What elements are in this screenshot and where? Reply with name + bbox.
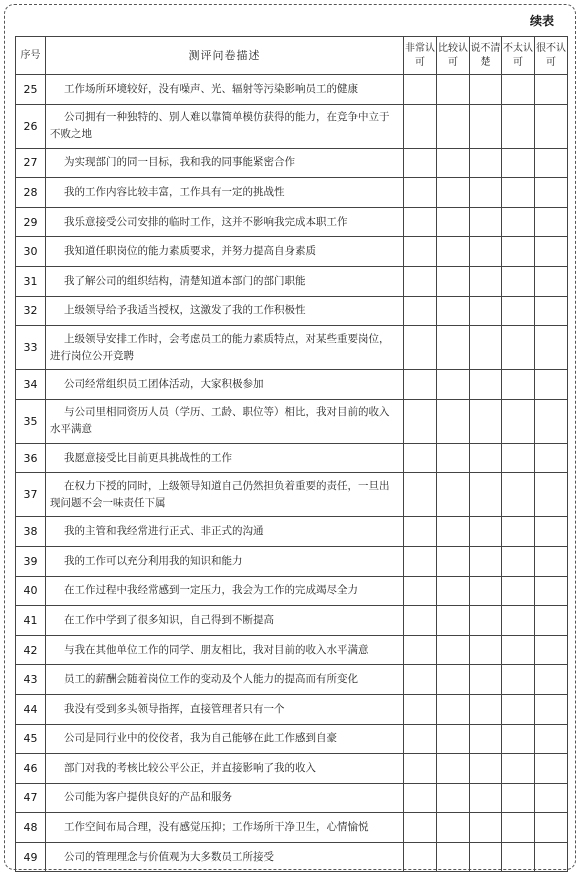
row-description: 员工的薪酬会随着岗位工作的变动及个人能力的提高而有所变化 — [46, 665, 404, 695]
row-number: 25 — [16, 75, 46, 105]
row-description: 上级领导安排工作时，会考虑员工的能力素质特点，对某些重要岗位，进行岗位公开竞聘 — [46, 326, 404, 370]
rating-cell[interactable] — [535, 266, 568, 296]
rating-cell[interactable] — [437, 606, 470, 636]
rating-cell[interactable] — [535, 326, 568, 370]
rating-cell[interactable] — [404, 842, 437, 872]
rating-cell[interactable] — [502, 576, 535, 606]
row-description: 工作空间布局合理，没有感觉压抑；工作场所干净卫生，心情愉悦 — [46, 813, 404, 843]
rating-cell[interactable] — [437, 237, 470, 267]
rating-cell[interactable] — [470, 724, 502, 754]
rating-cell[interactable] — [437, 148, 470, 178]
rating-cell[interactable] — [470, 326, 502, 370]
rating-cell[interactable] — [437, 443, 470, 473]
rating-cell[interactable] — [535, 148, 568, 178]
rating-cell[interactable] — [404, 443, 437, 473]
row-number: 30 — [16, 237, 46, 267]
rating-cell[interactable] — [470, 296, 502, 326]
rating-cell[interactable] — [502, 266, 535, 296]
rating-cell[interactable] — [470, 606, 502, 636]
rating-cell[interactable] — [502, 665, 535, 695]
rating-cell[interactable] — [470, 665, 502, 695]
table-row — [16, 399, 568, 443]
rating-cell[interactable] — [502, 237, 535, 267]
table-body — [16, 75, 568, 872]
rating-cell[interactable] — [404, 473, 437, 517]
rating-cell[interactable] — [404, 75, 437, 105]
row-description: 我乐意接受公司安排的临时工作，这并不影响我完成本职工作 — [46, 207, 404, 237]
rating-cell[interactable] — [437, 473, 470, 517]
row-description: 我知道任职岗位的能力素质要求，并努力提高自身素质 — [46, 237, 404, 267]
rating-cell[interactable] — [470, 754, 502, 784]
rating-cell[interactable] — [470, 576, 502, 606]
row-description: 我愿意接受比目前更具挑战性的工作 — [46, 443, 404, 473]
rating-cell[interactable] — [470, 370, 502, 400]
rating-cell[interactable] — [437, 266, 470, 296]
rating-cell[interactable] — [502, 104, 535, 148]
rating-cell[interactable] — [535, 606, 568, 636]
rating-cell[interactable] — [502, 517, 535, 547]
row-description: 为实现部门的同一目标，我和我的同事能紧密合作 — [46, 148, 404, 178]
header-option: 很不认可 — [535, 37, 568, 75]
rating-cell[interactable] — [404, 576, 437, 606]
row-description: 我的工作内容比较丰富，工作具有一定的挑战性 — [46, 178, 404, 208]
rating-cell[interactable] — [535, 473, 568, 517]
rating-cell[interactable] — [502, 783, 535, 813]
rating-cell[interactable] — [404, 237, 437, 267]
rating-cell[interactable] — [502, 724, 535, 754]
rating-cell[interactable] — [535, 399, 568, 443]
rating-cell[interactable] — [404, 399, 437, 443]
table-row — [16, 517, 568, 547]
row-description: 公司拥有一种独特的、别人难以靠简单模仿获得的能力，在竞争中立于不败之地 — [46, 104, 404, 148]
row-number: 39 — [16, 546, 46, 576]
row-number: 27 — [16, 148, 46, 178]
rating-cell[interactable] — [404, 694, 437, 724]
row-number: 47 — [16, 783, 46, 813]
rating-cell[interactable] — [470, 783, 502, 813]
rating-cell[interactable] — [437, 178, 470, 208]
rating-cell[interactable] — [404, 178, 437, 208]
row-number: 48 — [16, 813, 46, 843]
row-number: 28 — [16, 178, 46, 208]
rating-cell[interactable] — [470, 207, 502, 237]
rating-cell[interactable] — [470, 75, 502, 105]
table-row — [16, 237, 568, 267]
header-option: 比较认可 — [437, 37, 470, 75]
rating-cell[interactable] — [470, 694, 502, 724]
row-description: 工作场所环境较好，没有噪声、光、辐射等污染影响员工的健康 — [46, 75, 404, 105]
rating-cell[interactable] — [502, 754, 535, 784]
rating-cell[interactable] — [535, 842, 568, 872]
row-number: 35 — [16, 399, 46, 443]
table-row — [16, 783, 568, 813]
rating-cell[interactable] — [437, 104, 470, 148]
rating-cell[interactable] — [502, 148, 535, 178]
rating-cell[interactable] — [535, 754, 568, 784]
row-description: 在工作过程中我经常感到一定压力，我会为工作的完成竭尽全力 — [46, 576, 404, 606]
row-description: 我的工作可以充分利用我的知识和能力 — [46, 546, 404, 576]
table-row — [16, 813, 568, 843]
rating-cell[interactable] — [404, 754, 437, 784]
rating-cell[interactable] — [502, 75, 535, 105]
rating-cell[interactable] — [535, 443, 568, 473]
row-number: 43 — [16, 665, 46, 695]
row-description: 我的主管和我经常进行正式、非正式的沟通 — [46, 517, 404, 547]
rating-cell[interactable] — [502, 326, 535, 370]
row-description: 部门对我的考核比较公平公正，并直接影响了我的收入 — [46, 754, 404, 784]
rating-cell[interactable] — [502, 399, 535, 443]
table-row — [16, 635, 568, 665]
row-number: 45 — [16, 724, 46, 754]
rating-cell[interactable] — [535, 370, 568, 400]
rating-cell[interactable] — [404, 266, 437, 296]
rating-cell[interactable] — [437, 576, 470, 606]
row-description: 在工作中学到了很多知识，自己得到不断提高 — [46, 606, 404, 636]
rating-cell[interactable] — [437, 813, 470, 843]
row-number: 33 — [16, 326, 46, 370]
row-description: 在权力下授的同时，上级领导知道自己仍然担负着重要的责任，一旦出现问题不会一味责任下属 — [46, 473, 404, 517]
rating-cell[interactable] — [502, 546, 535, 576]
rating-cell[interactable] — [404, 104, 437, 148]
header-desc: 测评问卷描述 — [46, 37, 404, 75]
rating-cell[interactable] — [502, 178, 535, 208]
rating-cell[interactable] — [437, 517, 470, 547]
row-number: 38 — [16, 517, 46, 547]
rating-cell[interactable] — [535, 104, 568, 148]
rating-cell[interactable] — [437, 207, 470, 237]
rating-cell[interactable] — [470, 443, 502, 473]
rating-cell[interactable] — [502, 694, 535, 724]
rating-cell[interactable] — [502, 370, 535, 400]
rating-cell[interactable] — [437, 546, 470, 576]
header-option: 非常认可 — [404, 37, 437, 75]
rating-cell[interactable] — [404, 635, 437, 665]
table-row — [16, 207, 568, 237]
row-description: 公司是同行业中的佼佼者，我为自己能够在此工作感到自豪 — [46, 724, 404, 754]
row-number: 37 — [16, 473, 46, 517]
row-number: 40 — [16, 576, 46, 606]
rating-cell[interactable] — [437, 75, 470, 105]
rating-cell[interactable] — [535, 724, 568, 754]
rating-cell[interactable] — [437, 754, 470, 784]
rating-cell[interactable] — [470, 148, 502, 178]
table-row — [16, 326, 568, 370]
row-number: 32 — [16, 296, 46, 326]
rating-cell[interactable] — [437, 842, 470, 872]
rating-cell[interactable] — [437, 783, 470, 813]
rating-cell[interactable] — [470, 178, 502, 208]
rating-cell[interactable] — [470, 635, 502, 665]
row-number: 49 — [16, 842, 46, 872]
rating-cell[interactable] — [404, 724, 437, 754]
row-number: 34 — [16, 370, 46, 400]
questionnaire-table — [15, 36, 568, 872]
table-row — [16, 576, 568, 606]
rating-cell[interactable] — [404, 296, 437, 326]
rating-cell[interactable] — [470, 266, 502, 296]
rating-cell[interactable] — [535, 546, 568, 576]
header-option: 不太认可 — [502, 37, 535, 75]
rating-cell[interactable] — [502, 296, 535, 326]
rating-cell[interactable] — [502, 813, 535, 843]
rating-cell[interactable] — [470, 546, 502, 576]
header-option: 说不清楚 — [470, 37, 502, 75]
continuation-label: 续表 — [529, 14, 554, 28]
row-number: 26 — [16, 104, 46, 148]
rating-cell[interactable] — [470, 842, 502, 872]
row-number: 29 — [16, 207, 46, 237]
rating-cell[interactable] — [470, 517, 502, 547]
row-description: 公司能为客户提供良好的产品和服务 — [46, 783, 404, 813]
table-row — [16, 178, 568, 208]
rating-cell[interactable] — [437, 399, 470, 443]
rating-cell[interactable] — [404, 606, 437, 636]
rating-cell[interactable] — [535, 813, 568, 843]
rating-cell[interactable] — [502, 473, 535, 517]
row-description: 上级领导给予我适当授权，这激发了我的工作积极性 — [46, 296, 404, 326]
rating-cell[interactable] — [535, 178, 568, 208]
rating-cell[interactable] — [470, 813, 502, 843]
rating-cell[interactable] — [535, 237, 568, 267]
table-row — [16, 842, 568, 872]
rating-cell[interactable] — [470, 399, 502, 443]
table-row — [16, 473, 568, 517]
rating-cell[interactable] — [535, 694, 568, 724]
rating-cell[interactable] — [470, 237, 502, 267]
table-row — [16, 606, 568, 636]
rating-cell[interactable] — [470, 104, 502, 148]
row-number: 31 — [16, 266, 46, 296]
table-row — [16, 754, 568, 784]
rating-cell[interactable] — [535, 517, 568, 547]
row-number: 36 — [16, 443, 46, 473]
table-row — [16, 104, 568, 148]
table-row — [16, 266, 568, 296]
rating-cell[interactable] — [404, 783, 437, 813]
rating-cell[interactable] — [437, 665, 470, 695]
header-no: 序号 — [16, 37, 46, 75]
rating-cell[interactable] — [535, 296, 568, 326]
rating-cell[interactable] — [437, 635, 470, 665]
rating-cell[interactable] — [404, 326, 437, 370]
rating-cell[interactable] — [404, 813, 437, 843]
rating-cell[interactable] — [535, 783, 568, 813]
rating-cell[interactable] — [502, 842, 535, 872]
table-row — [16, 694, 568, 724]
rating-cell[interactable] — [502, 606, 535, 636]
row-number: 42 — [16, 635, 46, 665]
rating-cell[interactable] — [404, 207, 437, 237]
rating-cell[interactable] — [535, 576, 568, 606]
table-row — [16, 546, 568, 576]
rating-cell[interactable] — [502, 635, 535, 665]
table-row — [16, 148, 568, 178]
rating-cell[interactable] — [437, 326, 470, 370]
rating-cell[interactable] — [437, 370, 470, 400]
rating-cell[interactable] — [502, 443, 535, 473]
row-description: 公司的管理理念与价值观为大多数员工所接受 — [46, 842, 404, 872]
row-description: 公司经常组织员工团体活动，大家积极参加 — [46, 370, 404, 400]
header-row — [16, 37, 568, 75]
rating-cell[interactable] — [535, 207, 568, 237]
table-row — [16, 724, 568, 754]
rating-cell[interactable] — [535, 635, 568, 665]
row-number: 44 — [16, 694, 46, 724]
row-number: 46 — [16, 754, 46, 784]
row-description: 与公司里相同资历人员（学历、工龄、职位等）相比，我对目前的收入水平满意 — [46, 399, 404, 443]
table-row — [16, 75, 568, 105]
row-description: 我没有受到多头领导指挥，直接管理者只有一个 — [46, 694, 404, 724]
table-row — [16, 370, 568, 400]
rating-cell[interactable] — [502, 207, 535, 237]
table-row — [16, 443, 568, 473]
rating-cell[interactable] — [404, 517, 437, 547]
rating-cell[interactable] — [404, 665, 437, 695]
rating-cell[interactable] — [437, 724, 470, 754]
row-number: 41 — [16, 606, 46, 636]
rating-cell[interactable] — [535, 75, 568, 105]
rating-cell[interactable] — [437, 296, 470, 326]
rating-cell[interactable] — [535, 665, 568, 695]
rating-cell[interactable] — [470, 473, 502, 517]
row-description: 与我在其他单位工作的同学、朋友相比，我对目前的收入水平满意 — [46, 635, 404, 665]
table-row — [16, 296, 568, 326]
row-description: 我了解公司的组织结构，清楚知道本部门的部门职能 — [46, 266, 404, 296]
rating-cell[interactable] — [404, 546, 437, 576]
rating-cell[interactable] — [437, 694, 470, 724]
rating-cell[interactable] — [404, 148, 437, 178]
table-row — [16, 665, 568, 695]
rating-cell[interactable] — [404, 370, 437, 400]
